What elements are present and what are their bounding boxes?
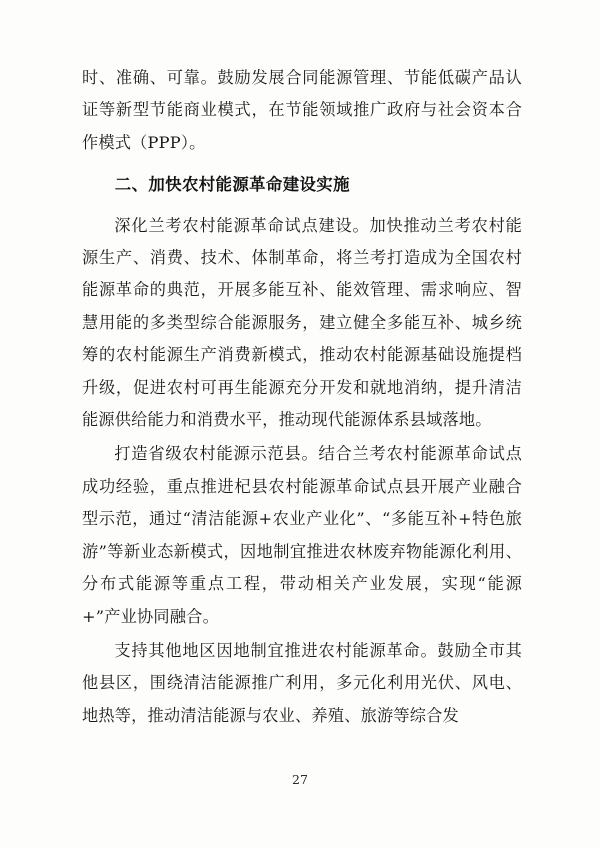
paragraph-other-regions: 支持其他地区因地制宜推进农村能源革命。鼓励全市其他县区，围绕清洁能源推广利用，多元化利用光伏、风电、地热等，推动清洁能源与农业、养殖、旅游等综合发 — [82, 640, 522, 725]
section-heading: 二、加快农村能源革命建设实施 — [114, 175, 350, 195]
paragraph-demonstration-county: 打造省级农村能源示范县。结合兰考农村能源革命试点成功经验，重点推进杞县农村能源革命试点县开展产业融合型示范，通过“清洁能源+农业产业化”、“多能互补+特色旅游”等新业态新模式，因地制宜推进农林废弃物能源化利用、分布式能源等重点工程，带动相关产业发展，实现“能源+”产业协同融合。 — [82, 444, 522, 626]
page-number: 27 — [292, 772, 308, 787]
paragraph-lankao-pilot: 深化兰考农村能源革命试点建设。加快推动兰考农村能源生产、消费、技术、体制革命，将兰考打造成为全国农村能源革命的典范，开展多能互补、能效管理、需求响应、智慧用能的多类型综合能源服务，建立健全多能互补、城乡统筹的农村能源生产消费新模式，推动农村能源基础设施提档升级，促进农村可再生能源充分开发和就地消纳，提升清洁能源供给能力和消费水平，推动现代能源体系县域落地。 — [82, 215, 522, 430]
page-content — [82, 62, 522, 734]
paragraph-continuation: 时、准确、可靠。鼓励发展合同能源管理、节能低碳产品认证等新型节能商业模式，在节能领域推广政府与社会资本合作模式（PPP）。 — [82, 68, 522, 152]
